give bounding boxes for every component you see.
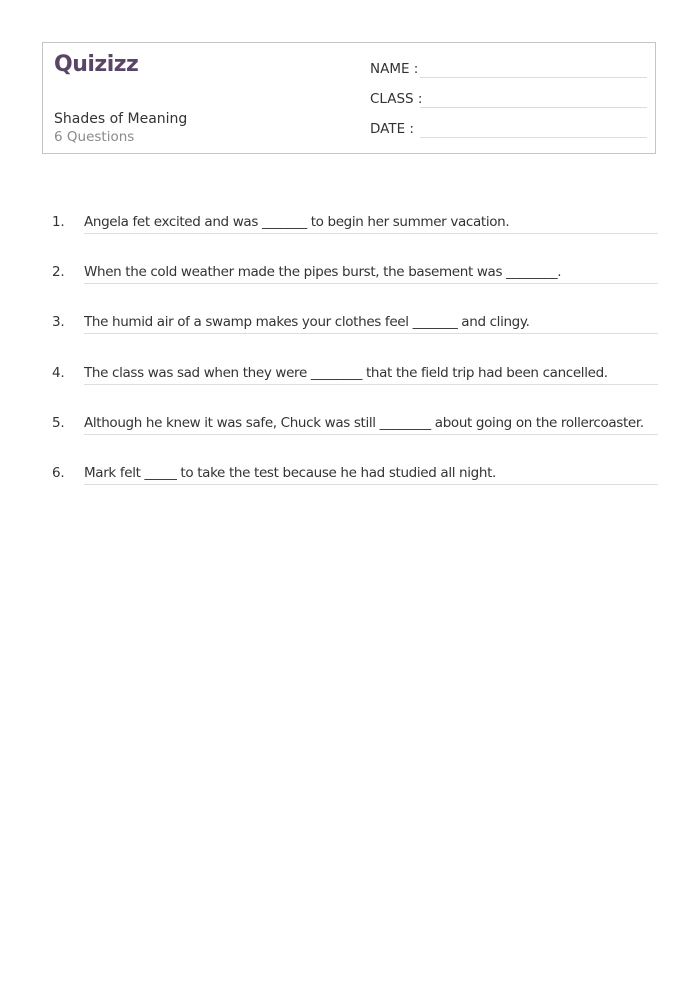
date-field — [370, 119, 647, 139]
name-write-line — [420, 77, 647, 78]
name-label: NAME : — [370, 61, 419, 77]
question-number: 3. — [52, 314, 65, 330]
question-item — [52, 363, 658, 389]
question-number: 5. — [52, 415, 65, 431]
date-label: DATE : — [370, 121, 414, 137]
question-item — [52, 312, 658, 338]
answer-line — [84, 283, 658, 284]
name-field — [370, 59, 647, 79]
class-write-line — [420, 107, 647, 108]
class-label: CLASS : — [370, 91, 423, 107]
question-text: Angela fet excited and was _______ to begin her summer vacation. — [84, 214, 510, 230]
question-count: 6 Questions — [54, 129, 135, 145]
question-text: The humid air of a swamp makes your clothes feel _______ and clingy. — [84, 314, 530, 330]
question-item — [52, 463, 658, 489]
answer-line — [84, 384, 658, 385]
worksheet-title: Shades of Meaning — [54, 111, 188, 127]
question-text: When the cold weather made the pipes burst, the basement was ________. — [84, 264, 562, 280]
question-item — [52, 212, 658, 238]
question-number: 6. — [52, 465, 65, 481]
answer-line — [84, 333, 658, 334]
date-write-line — [420, 137, 647, 138]
question-number: 4. — [52, 365, 65, 381]
answer-line — [84, 233, 658, 234]
question-number: 2. — [52, 264, 65, 280]
class-field — [370, 89, 647, 109]
question-text: Mark felt _____ to take the test because he had studied all night. — [84, 465, 496, 481]
answer-line — [84, 434, 658, 435]
answer-line — [84, 484, 658, 485]
quizizz-logo: Quizizz — [54, 52, 139, 77]
question-text: Although he knew it was safe, Chuck was still ________ about going on the rollercoaster. — [84, 415, 644, 431]
question-item — [52, 262, 658, 288]
worksheet-header — [42, 42, 656, 154]
question-item — [52, 413, 658, 439]
question-text: The class was sad when they were ________ that the field trip had been cancelled. — [84, 365, 608, 381]
question-number: 1. — [52, 214, 65, 230]
